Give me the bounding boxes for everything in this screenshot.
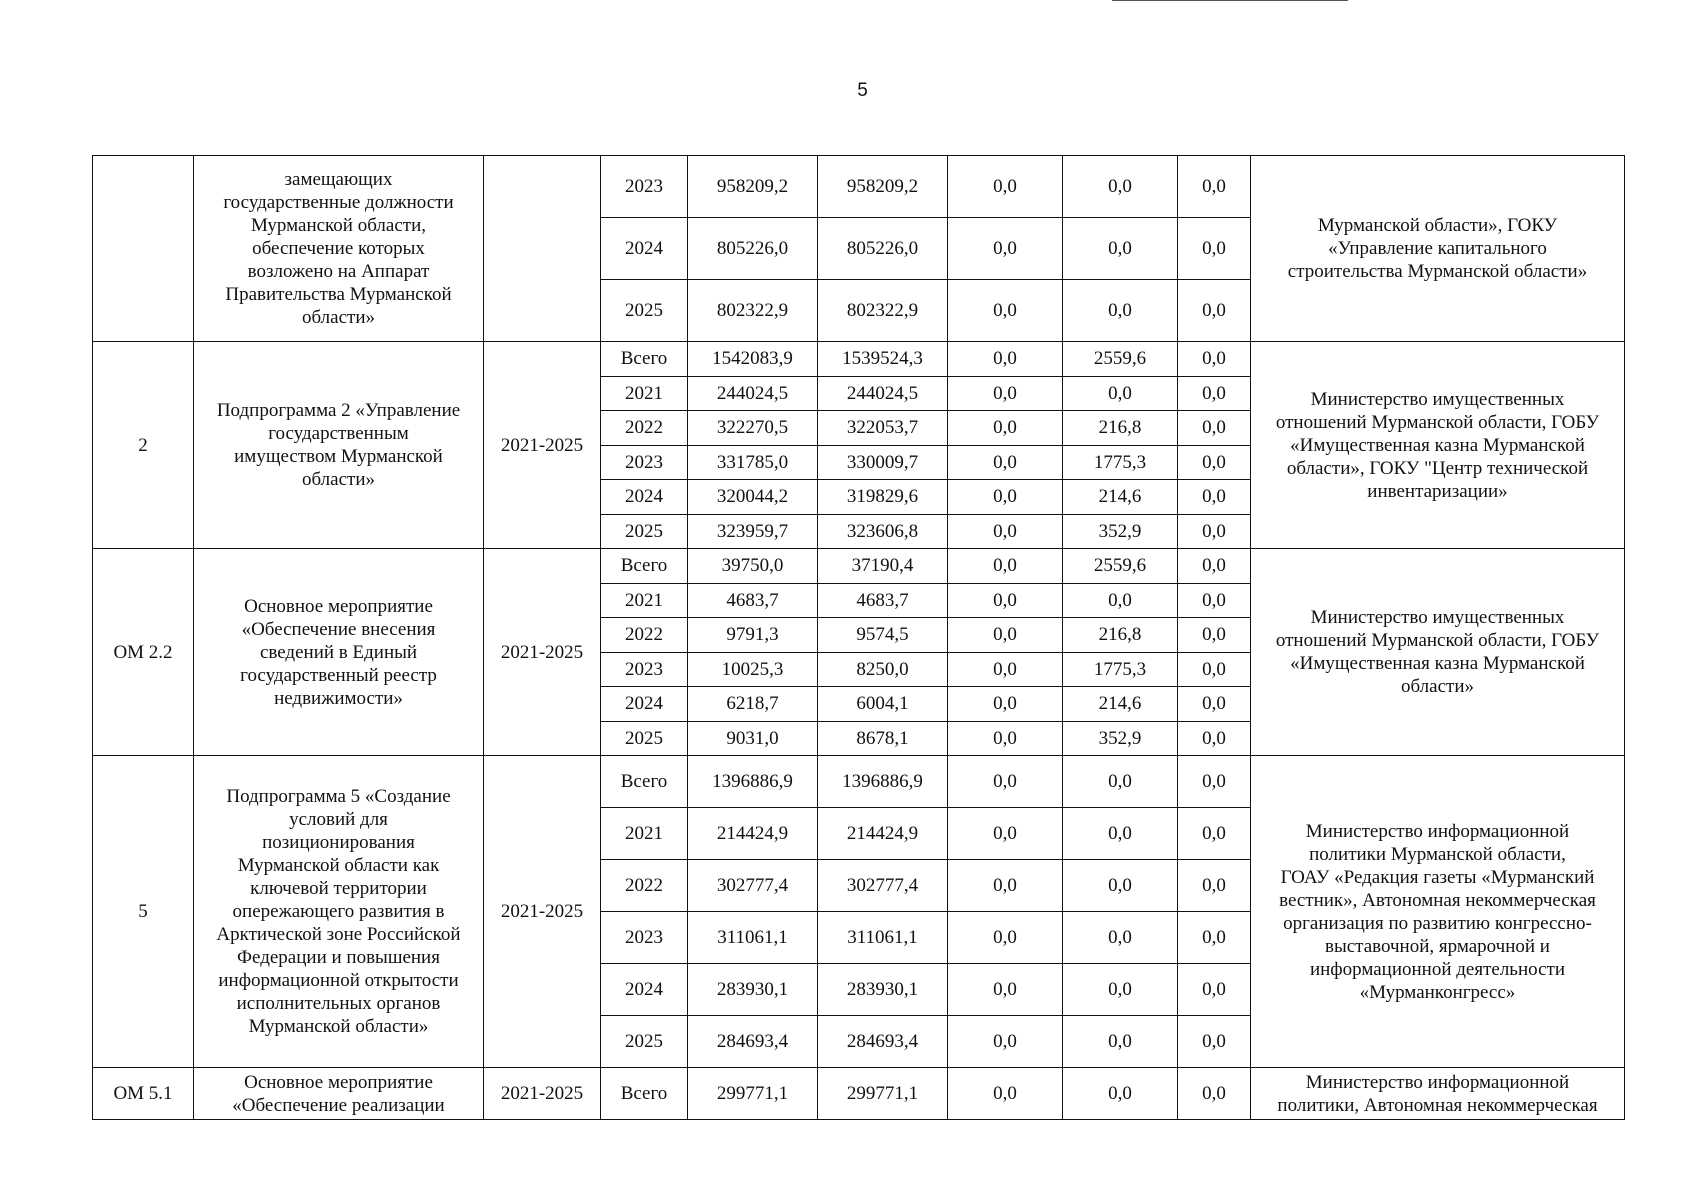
value-extra-cell: 1775,3 [1063,445,1178,480]
value-total-cell: 805226,0 [688,218,818,280]
responsible-text: Министерство информационной политики Мурманской области, ГОАУ «Редакция газеты «Мурманский вестник», Автономная некоммерческая организация по развитию конгрессно- выставочной, ярмарочной и информационной деятельности «Мурманконгресс» [1279,820,1596,1003]
value-total-cell: 4683,7 [688,583,818,618]
value-regional-cell: 330009,7 [818,445,948,480]
value-extra-cell: 352,9 [1063,514,1178,549]
value-federal-cell: 0,0 [948,445,1063,480]
value-total-cell: 283930,1 [688,964,818,1016]
value-other-cell: 0,0 [1178,808,1251,860]
item-name-cell [194,1068,484,1120]
item-name: замещающих государственные должности Мурманской области, обеспечение которых возложено на Аппарат Правительства Мурманской области» [223,169,454,328]
value-regional-cell: 214424,9 [818,808,948,860]
value-federal-cell: 0,0 [948,721,1063,756]
value-regional-cell: 958209,2 [818,156,948,218]
value-federal-cell: 0,0 [948,808,1063,860]
value-extra-cell: 214,6 [1063,480,1178,515]
value-total-cell: 331785,0 [688,445,818,480]
value-total-cell: 320044,2 [688,480,818,515]
year-cell: Всего [601,1068,688,1120]
period-cell: 2021-2025 [484,756,601,1068]
value-regional-cell: 1539524,3 [818,342,948,377]
value-total-cell: 322270,5 [688,411,818,446]
item-name-cell [194,549,484,756]
value-total-cell: 299771,1 [688,1068,818,1120]
year-cell: 2021 [601,583,688,618]
table-row [93,156,1625,218]
value-regional-cell: 299771,1 [818,1068,948,1120]
row-number-cell: 2 [93,342,194,549]
period-cell [484,156,601,342]
value-other-cell: 0,0 [1178,549,1251,584]
value-federal-cell: 0,0 [948,652,1063,687]
value-regional-cell: 302777,4 [818,860,948,912]
year-cell: 2023 [601,156,688,218]
item-name-cell [194,156,484,342]
value-total-cell: 958209,2 [688,156,818,218]
value-total-cell: 1396886,9 [688,756,818,808]
value-total-cell: 214424,9 [688,808,818,860]
value-regional-cell: 9574,5 [818,618,948,653]
value-other-cell: 0,0 [1178,218,1251,280]
value-federal-cell: 0,0 [948,514,1063,549]
value-total-cell: 323959,7 [688,514,818,549]
period-cell: 2021-2025 [484,1068,601,1120]
value-extra-cell: 0,0 [1063,156,1178,218]
value-other-cell: 0,0 [1178,342,1251,377]
value-federal-cell: 0,0 [948,376,1063,411]
value-extra-cell: 0,0 [1063,280,1178,342]
year-cell: 2023 [601,652,688,687]
value-other-cell: 0,0 [1178,1068,1251,1120]
year-cell: 2021 [601,808,688,860]
value-federal-cell: 0,0 [948,342,1063,377]
value-federal-cell: 0,0 [948,549,1063,584]
value-other-cell: 0,0 [1178,860,1251,912]
year-cell: 2022 [601,860,688,912]
responsible-text: Министерство имущественных отношений Мурманской области, ГОБУ «Имущественная казна Мурманской области» [1275,607,1600,697]
value-other-cell: 0,0 [1178,756,1251,808]
value-other-cell: 0,0 [1178,156,1251,218]
year-cell: 2023 [601,912,688,964]
value-other-cell: 0,0 [1178,445,1251,480]
value-federal-cell: 0,0 [948,964,1063,1016]
value-extra-cell: 352,9 [1063,721,1178,756]
year-cell: 2022 [601,411,688,446]
value-regional-cell: 283930,1 [818,964,948,1016]
value-extra-cell: 0,0 [1063,218,1178,280]
value-extra-cell: 0,0 [1063,376,1178,411]
year-cell: Всего [601,756,688,808]
value-extra-cell: 0,0 [1063,808,1178,860]
value-other-cell: 0,0 [1178,687,1251,722]
value-extra-cell: 0,0 [1063,756,1178,808]
value-regional-cell: 1396886,9 [818,756,948,808]
value-total-cell: 311061,1 [688,912,818,964]
year-cell: 2024 [601,964,688,1016]
responsible-cell [1251,756,1625,1068]
item-name-cell [194,756,484,1068]
item-name: Подпрограмма 5 «Создание условий для позиционирования Мурманской области как ключевой территории опережающего развития в Арктической зоне Российской Федерации и повышения информационной открытости исполнительных органов Мурманской области» [216,786,461,1037]
year-cell: 2025 [601,280,688,342]
year-cell: 2021 [601,376,688,411]
value-total-cell: 9031,0 [688,721,818,756]
value-regional-cell: 322053,7 [818,411,948,446]
responsible-text: Министерство информационной политики, Автономная некоммерческая [1277,1071,1598,1116]
table-row [93,1068,1625,1120]
value-other-cell: 0,0 [1178,514,1251,549]
responsible-cell [1251,549,1625,756]
year-cell: Всего [601,342,688,377]
value-total-cell: 284693,4 [688,1016,818,1068]
value-other-cell: 0,0 [1178,376,1251,411]
value-total-cell: 9791,3 [688,618,818,653]
value-regional-cell: 6004,1 [818,687,948,722]
table-row [93,549,1625,584]
year-cell: 2022 [601,618,688,653]
table-row [93,756,1625,808]
row-number-cell: 5 [93,756,194,1068]
year-cell: 2025 [601,1016,688,1068]
value-extra-cell: 216,8 [1063,618,1178,653]
value-regional-cell: 311061,1 [818,912,948,964]
page-number: 5 [857,80,868,101]
value-other-cell: 0,0 [1178,652,1251,687]
row-number-cell: ОМ 5.1 [93,1068,194,1120]
item-name-cell [194,342,484,549]
year-cell: 2024 [601,687,688,722]
value-extra-cell: 0,0 [1063,964,1178,1016]
row-number-cell: ОМ 2.2 [93,549,194,756]
value-other-cell: 0,0 [1178,280,1251,342]
value-other-cell: 0,0 [1178,618,1251,653]
value-regional-cell: 802322,9 [818,280,948,342]
value-federal-cell: 0,0 [948,756,1063,808]
value-federal-cell: 0,0 [948,156,1063,218]
value-total-cell: 39750,0 [688,549,818,584]
row-number-cell [93,156,194,342]
year-cell: 2024 [601,480,688,515]
value-extra-cell: 2559,6 [1063,342,1178,377]
value-federal-cell: 0,0 [948,860,1063,912]
value-extra-cell: 1775,3 [1063,652,1178,687]
value-federal-cell: 0,0 [948,280,1063,342]
responsible-cell [1251,156,1625,342]
item-name: Основное мероприятие «Обеспечение реализации [232,1071,445,1116]
value-federal-cell: 0,0 [948,583,1063,618]
value-extra-cell: 216,8 [1063,411,1178,446]
budget-table [92,155,1625,1120]
value-total-cell: 302777,4 [688,860,818,912]
responsible-cell [1251,342,1625,549]
value-regional-cell: 4683,7 [818,583,948,618]
value-federal-cell: 0,0 [948,912,1063,964]
item-name: Подпрограмма 2 «Управление государственным имуществом Мурманской области» [216,400,461,490]
value-extra-cell: 214,6 [1063,687,1178,722]
value-regional-cell: 323606,8 [818,514,948,549]
value-total-cell: 6218,7 [688,687,818,722]
year-cell: 2023 [601,445,688,480]
value-extra-cell: 0,0 [1063,1068,1178,1120]
item-name: Основное мероприятие «Обеспечение внесения сведений в Единый государственный реестр недвижимости» [240,595,437,709]
value-total-cell: 10025,3 [688,652,818,687]
year-cell: 2024 [601,218,688,280]
value-federal-cell: 0,0 [948,1068,1063,1120]
value-regional-cell: 8250,0 [818,652,948,687]
period-cell: 2021-2025 [484,549,601,756]
responsible-text: Министерство имущественных отношений Мурманской области, ГОБУ «Имущественная казна Мурманской области», ГОКУ "Центр технической инвентаризации» [1275,388,1600,502]
year-cell: Всего [601,549,688,584]
responsible-text: Мурманской области», ГОКУ «Управление капитального строительства Мурманской области» [1287,215,1588,282]
top-rule [1112,0,1348,2]
value-regional-cell: 805226,0 [818,218,948,280]
value-other-cell: 0,0 [1178,721,1251,756]
value-federal-cell: 0,0 [948,218,1063,280]
value-federal-cell: 0,0 [948,1016,1063,1068]
value-other-cell: 0,0 [1178,964,1251,1016]
value-total-cell: 244024,5 [688,376,818,411]
value-federal-cell: 0,0 [948,480,1063,515]
value-federal-cell: 0,0 [948,618,1063,653]
value-total-cell: 802322,9 [688,280,818,342]
value-extra-cell: 0,0 [1063,1016,1178,1068]
value-federal-cell: 0,0 [948,687,1063,722]
value-federal-cell: 0,0 [948,411,1063,446]
value-extra-cell: 0,0 [1063,860,1178,912]
value-extra-cell: 0,0 [1063,912,1178,964]
value-other-cell: 0,0 [1178,480,1251,515]
value-regional-cell: 37190,4 [818,549,948,584]
period-cell: 2021-2025 [484,342,601,549]
value-regional-cell: 284693,4 [818,1016,948,1068]
value-extra-cell: 2559,6 [1063,549,1178,584]
value-regional-cell: 244024,5 [818,376,948,411]
value-extra-cell: 0,0 [1063,583,1178,618]
value-other-cell: 0,0 [1178,1016,1251,1068]
responsible-cell [1251,1068,1625,1120]
value-other-cell: 0,0 [1178,411,1251,446]
value-total-cell: 1542083,9 [688,342,818,377]
value-regional-cell: 8678,1 [818,721,948,756]
table-row [93,342,1625,377]
value-other-cell: 0,0 [1178,583,1251,618]
value-other-cell: 0,0 [1178,912,1251,964]
year-cell: 2025 [601,721,688,756]
value-regional-cell: 319829,6 [818,480,948,515]
year-cell: 2025 [601,514,688,549]
